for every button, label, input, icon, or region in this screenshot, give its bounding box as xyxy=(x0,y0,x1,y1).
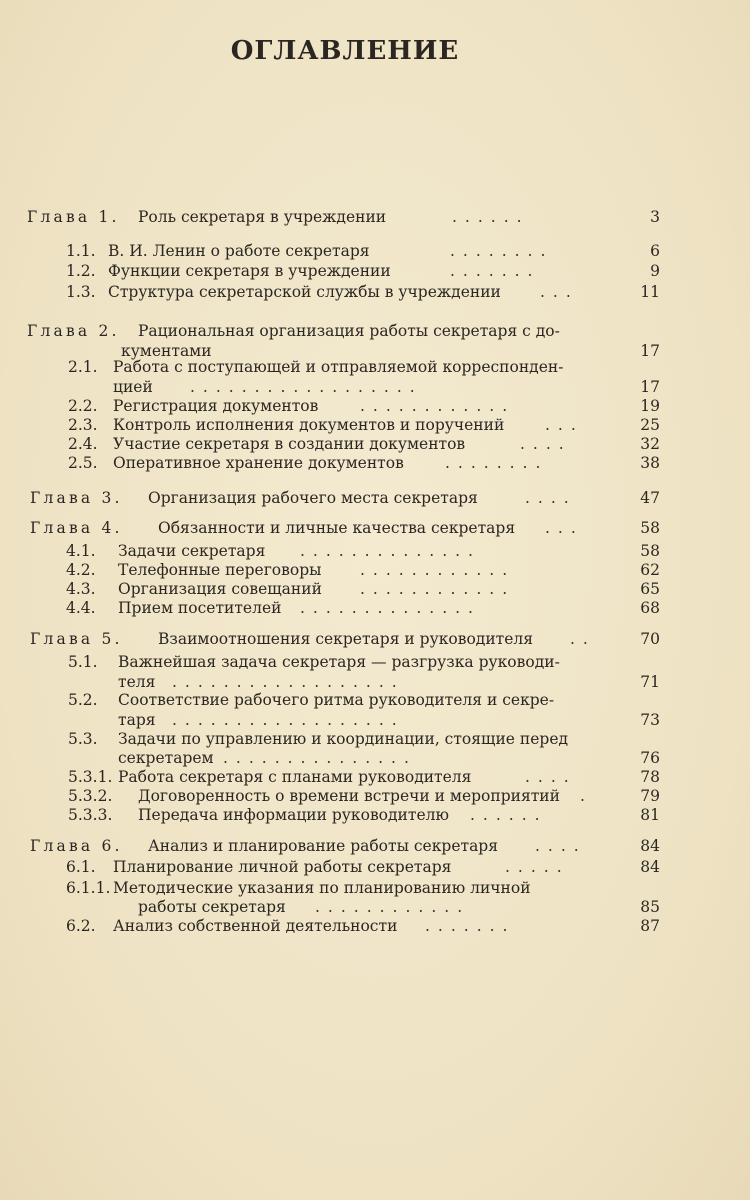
toc-entry-number: 2.3. xyxy=(68,416,98,434)
toc-entry-title: Регистрация документов xyxy=(113,397,319,415)
toc-page-number: 32 xyxy=(640,435,660,453)
toc-page-number: 3 xyxy=(650,208,660,226)
toc-entry-number: Глава 6. xyxy=(30,837,123,855)
toc-leader-dots: ... xyxy=(540,283,579,301)
toc-entry-title: Работа с поступающей и отправляемой корреспонден- xyxy=(113,358,564,376)
toc-entry-title: Задачи секретаря xyxy=(118,542,266,560)
toc-leader-dots: .... xyxy=(525,489,577,507)
toc-entry-title: цией xyxy=(113,378,153,396)
toc-entry xyxy=(0,240,750,262)
toc-page-number: 70 xyxy=(640,630,660,648)
toc-leader-dots: . xyxy=(580,787,593,805)
toc-entry-title: кументами xyxy=(121,342,212,360)
toc-leader-dots: ............ xyxy=(360,561,516,579)
toc-entry xyxy=(0,320,750,342)
toc-entry-title: Взаимоотношения секретаря и руководителя xyxy=(158,630,534,648)
toc-entry-number: Глава 2. xyxy=(27,322,120,340)
toc-leader-dots: .... xyxy=(525,768,577,786)
toc-leader-dots: .................. xyxy=(172,711,405,729)
toc-leader-dots: ... xyxy=(545,416,584,434)
toc-page-number: 62 xyxy=(640,561,660,579)
toc-entry xyxy=(0,915,750,937)
toc-entry-number: Глава 5. xyxy=(30,630,123,648)
toc-entry-title: Телефонные переговоры xyxy=(118,561,322,579)
toc-entry-number: 5.3.1. xyxy=(68,768,113,786)
toc-entry-title: Рациональная организация работы секретаря с до- xyxy=(138,322,560,340)
toc-entry-number: 5.3. xyxy=(68,730,98,748)
toc-entry-number: 6.1.1. xyxy=(66,879,111,897)
toc-entry-number: 4.3. xyxy=(66,580,96,598)
toc-entry-title: Функции секретаря в учреждении xyxy=(108,262,391,280)
toc-entry-title: Оперативное хранение документов xyxy=(113,454,404,472)
toc-entry-title: Организация рабочего места секретаря xyxy=(148,489,478,507)
toc-entry-number: 5.1. xyxy=(68,653,98,671)
toc-page-number: 25 xyxy=(640,416,660,434)
toc-entry-title: Организация совещаний xyxy=(118,580,322,598)
toc-entry-number: 1.3. xyxy=(66,283,96,301)
toc-page-number: 38 xyxy=(640,454,660,472)
toc-page-number: 58 xyxy=(640,519,660,537)
toc-page-number: 9 xyxy=(650,262,660,280)
toc-page-number: 79 xyxy=(640,787,660,805)
toc-entry xyxy=(0,628,750,650)
toc-entry-title: Работа секретаря с планами руководителя xyxy=(118,768,472,786)
toc-entry-title: Прием посетителей xyxy=(118,599,282,617)
toc-entry-title: Договоренность о времени встречи и мероприятий xyxy=(138,787,560,805)
toc-entry xyxy=(0,281,750,303)
toc-page-number: 6 xyxy=(650,242,660,260)
toc-leader-dots: ............ xyxy=(360,397,516,415)
toc-entry-number: 4.4. xyxy=(66,599,96,617)
toc-entry-number: 6.1. xyxy=(66,858,96,876)
toc-entry xyxy=(0,517,750,539)
toc-leader-dots: .................. xyxy=(172,673,405,691)
toc-entry-title: Задачи по управлению и координации, стоящие перед xyxy=(118,730,569,748)
toc-entry-number: 2.4. xyxy=(68,435,98,453)
toc-page-number: 76 xyxy=(640,749,660,767)
toc-entry-title: Роль секретаря в учреждении xyxy=(138,208,387,226)
toc-leader-dots: ............... xyxy=(223,749,417,767)
toc-leader-dots: ... xyxy=(545,519,584,537)
page-title: ОГЛАВЛЕНИЕ xyxy=(230,36,460,66)
toc-leader-dots: .............. xyxy=(300,542,481,560)
toc-leader-dots: .............. xyxy=(300,599,481,617)
toc-page-number: 85 xyxy=(640,898,660,916)
toc-leader-dots: ............ xyxy=(360,580,516,598)
toc-entry-title: Передача информации руководителю xyxy=(138,806,449,824)
toc-page-number: 65 xyxy=(640,580,660,598)
toc-entry-title: Соответствие рабочего ритма руководителя и секре- xyxy=(118,691,555,709)
toc-entry-title: Важнейшая задача секретаря — разгрузка руководи- xyxy=(118,653,560,671)
toc-entry xyxy=(0,804,750,826)
toc-leader-dots: ........ xyxy=(450,242,554,260)
toc-entry xyxy=(0,487,750,509)
toc-entry-title: Планирование личной работы секретаря xyxy=(113,858,452,876)
toc-entry xyxy=(0,260,750,282)
toc-leader-dots: ........ xyxy=(445,454,549,472)
toc-entry-number: Глава 3. xyxy=(30,489,123,507)
toc-entry-number: 1.2. xyxy=(66,262,96,280)
toc-page-number: 84 xyxy=(640,837,660,855)
toc-entry-number: 4.1. xyxy=(66,542,96,560)
toc-entry-title: Анализ и планирование работы секретаря xyxy=(148,837,499,855)
toc-entry xyxy=(0,356,750,378)
toc-leader-dots: ....... xyxy=(450,262,541,280)
toc-entry xyxy=(0,651,750,673)
toc-leader-dots: .................. xyxy=(190,378,423,396)
toc-page-number: 17 xyxy=(640,342,660,360)
toc-entry-number: Глава 4. xyxy=(30,519,123,537)
toc-page-number: 78 xyxy=(640,768,660,786)
toc-leader-dots: .... xyxy=(520,435,572,453)
toc-entry-title: теля xyxy=(118,673,156,691)
toc-entry-number: 4.2. xyxy=(66,561,96,579)
toc-page-number: 17 xyxy=(640,378,660,396)
toc-entry-number: 1.1. xyxy=(66,242,96,260)
toc-entry xyxy=(0,856,750,878)
toc-entry xyxy=(0,835,750,857)
toc-page-number: 68 xyxy=(640,599,660,617)
toc-page-number: 58 xyxy=(640,542,660,560)
toc-leader-dots: ....... xyxy=(425,917,516,935)
toc-entry xyxy=(0,689,750,711)
toc-page-number: 84 xyxy=(640,858,660,876)
toc-page-number: 81 xyxy=(640,806,660,824)
toc-leader-dots: ..... xyxy=(505,858,570,876)
toc-entry-number: 2.1. xyxy=(68,358,98,376)
toc-entry xyxy=(0,206,750,228)
toc-page-number: 73 xyxy=(640,711,660,729)
toc-entry-number: 2.2. xyxy=(68,397,98,415)
toc-entry-number: 5.3.2. xyxy=(68,787,113,805)
toc-entry-title: секретарем xyxy=(118,749,214,767)
toc-entry-number: Глава 1. xyxy=(27,208,120,226)
toc-page-number: 19 xyxy=(640,397,660,415)
toc-entry xyxy=(0,597,750,619)
toc-entry-title: Участие секретаря в создании документов xyxy=(113,435,466,453)
toc-entry-number: 5.2. xyxy=(68,691,98,709)
toc-page-number: 87 xyxy=(640,917,660,935)
toc-page-number: 11 xyxy=(640,283,660,301)
toc-entry-title: таря xyxy=(118,711,156,729)
toc-entry xyxy=(0,452,750,474)
toc-leader-dots: .. xyxy=(570,630,596,648)
toc-entry-title: Анализ собственной деятельности xyxy=(113,917,398,935)
toc-entry-title: В. И. Ленин о работе секретаря xyxy=(108,242,370,260)
toc-leader-dots: .... xyxy=(535,837,587,855)
toc-entry-number: 2.5. xyxy=(68,454,98,472)
toc-entry-number: 5.3.3. xyxy=(68,806,113,824)
toc-leader-dots: ...... xyxy=(452,208,530,226)
toc-entry-title: Контроль исполнения документов и поручений xyxy=(113,416,505,434)
toc-page-number: 71 xyxy=(640,673,660,691)
toc-entry-title: Методические указания по планированию личной xyxy=(113,879,531,897)
toc-entry-number: 6.2. xyxy=(66,917,96,935)
toc-leader-dots: ...... xyxy=(470,806,548,824)
toc-entry-title: Структура секретарской службы в учреждении xyxy=(108,283,501,301)
toc-entry-title: Обязанности и личные качества секретаря xyxy=(158,519,516,537)
toc-page-number: 47 xyxy=(640,489,660,507)
toc-entry-title: работы секретаря xyxy=(138,898,286,916)
toc-leader-dots: ............ xyxy=(315,898,471,916)
